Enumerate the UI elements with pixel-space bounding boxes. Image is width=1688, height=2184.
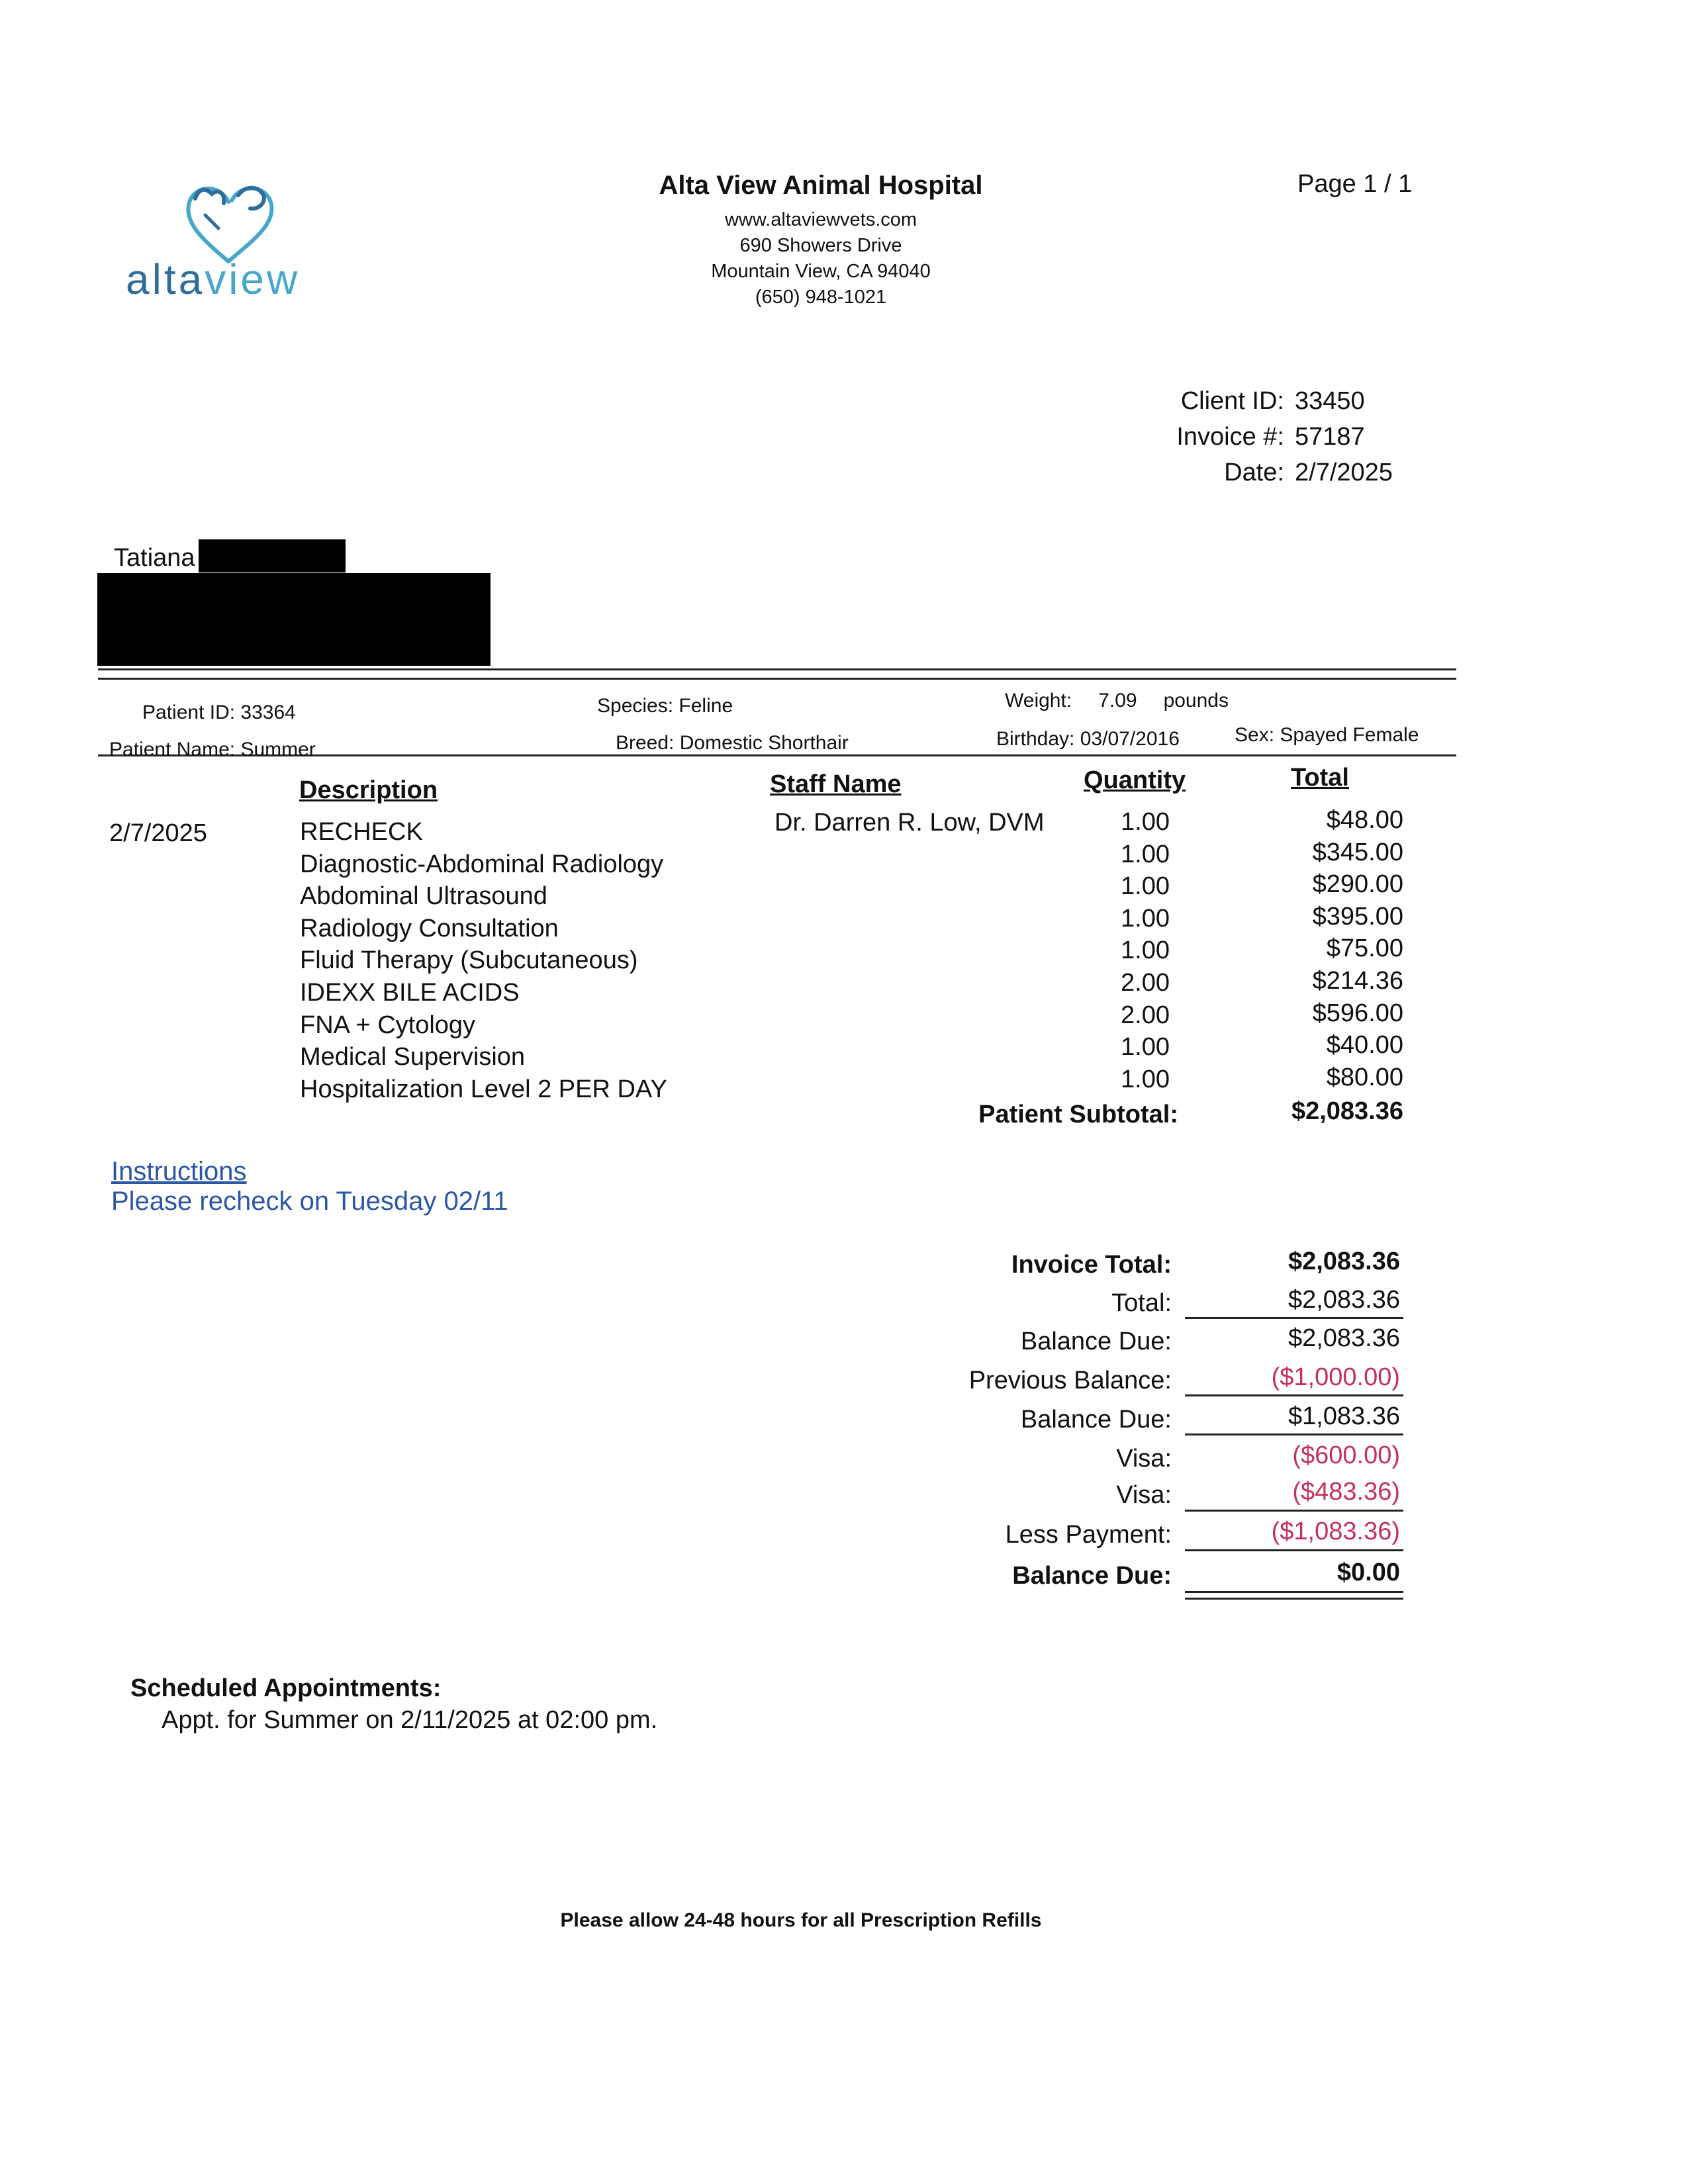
totals-label: Visa: [1116,1481,1172,1509]
item-total: $80.00 [1326,1063,1403,1091]
visit-date: 2/7/2025 [109,819,207,847]
item-description: Radiology Consultation [300,914,559,942]
item-description: RECHECK [300,818,423,846]
totals-label: Balance Due: [1020,1328,1172,1355]
item-description: Diagnostic-Abdominal Radiology [300,850,664,878]
item-descriptions [300,816,667,1105]
item-quantity: 1.00 [1121,1033,1170,1062]
totals-label: Invoice Total: [1011,1251,1172,1279]
hospital-address-2: Mountain View, CA 94040 [711,261,931,282]
patient-birthday [996,728,1180,751]
weight-unit: pounds [1163,690,1229,711]
totals-rule [1185,1549,1403,1551]
patient-id-label: Patient ID: [142,702,236,723]
totals-label: Previous Balance: [968,1367,1172,1394]
item-quantity: 2.00 [1121,968,1170,997]
totals-rule [1185,1394,1403,1396]
hospital-phone: (650) 948-1021 [755,287,887,308]
totals-label: Visa: [1116,1445,1172,1473]
hospital-header [596,171,1046,310]
item-description: Medical Supervision [300,1043,526,1071]
hospital-website[interactable]: www.altaviewvets.com [724,209,917,230]
column-header-description: Description [299,776,438,804]
totals-label: Less Payment: [1005,1521,1172,1549]
weight-label: Weight: [1005,690,1072,711]
patient-species [597,695,733,717]
redaction-bar [199,539,346,572]
totals-rule [1185,1510,1403,1512]
item-quantity: 1.00 [1121,936,1170,965]
totals-rule [1185,1317,1403,1319]
totals-label: Total: [1111,1289,1172,1317]
hospital-address-1: 690 Showers Drive [739,235,902,256]
breed-value: Domestic Shorthair [679,732,849,754]
item-quantity: 1.00 [1121,808,1170,836]
invoice-date-label: Date: [1224,459,1284,486]
patient-id-value: 33364 [240,702,296,723]
altaview-logo [119,169,344,308]
item-total: $345.00 [1312,838,1403,866]
totals-value: $0.00 [1336,1559,1400,1586]
column-header-staff: Staff Name [770,770,902,798]
patient-name-value: Summer [240,739,316,760]
patient-name [109,739,316,761]
totals-double-rule [1185,1598,1403,1600]
sex-value: Spayed Female [1280,724,1419,746]
item-description: Fluid Therapy (Subcutaneous) [300,946,638,975]
totals-value: $2,083.36 [1288,1248,1400,1275]
totals-rule [1185,1433,1403,1435]
item-total: $48.00 [1326,806,1403,834]
logo-word-alta: alta [126,255,205,303]
patient-top-rule-2 [98,678,1456,680]
patient-weight [1005,690,1229,712]
item-description: FNA + Cytology [300,1011,476,1039]
patient-subtotal-label: Patient Subtotal: [978,1101,1178,1128]
totals-label: Balance Due: [1012,1562,1172,1590]
totals-value: $2,083.36 [1288,1286,1400,1314]
client-id-label: Client ID: [1180,387,1284,415]
item-description: Abdominal Ultrasound [300,882,547,911]
item-quantity: 1.00 [1121,904,1170,933]
patient-breed [616,732,849,754]
item-total: $596.00 [1312,999,1403,1027]
logo-wordmark [126,255,300,304]
instructions-link[interactable]: Instructions [111,1157,247,1186]
redaction-block [97,573,491,666]
patient-id [142,702,296,724]
invoice-number-label: Invoice #: [1176,423,1284,451]
staff-name: Dr. Darren R. Low, DVM [774,809,1045,837]
totals-value: ($1,000.00) [1271,1363,1400,1391]
birthday-value: 03/07/2016 [1080,728,1180,750]
item-quantity: 1.00 [1121,840,1170,868]
item-quantity: 1.00 [1121,872,1170,901]
totals-value: ($600.00) [1292,1441,1400,1469]
owner-first-name: Tatiana [114,544,195,572]
invoice-date-value: 2/7/2025 [1295,459,1393,486]
item-totals [1258,804,1403,1093]
birthday-label: Birthday: [996,728,1075,750]
item-total: $290.00 [1312,870,1403,899]
species-label: Species: [597,695,674,717]
weight-value: 7.09 [1098,690,1137,711]
item-quantity: 1.00 [1121,1065,1170,1093]
item-quantity: 2.00 [1121,1001,1170,1029]
totals-value: ($483.36) [1292,1478,1400,1506]
column-header-total: Total [1291,764,1349,792]
column-header-quantity: Quantity [1084,766,1186,794]
patient-sex [1235,724,1419,747]
page-number: Page 1 / 1 [1297,170,1413,198]
item-description: IDEXX BILE ACIDS [300,978,520,1007]
client-info [1112,387,1417,494]
patient-top-rule [98,668,1456,670]
totals-label: Balance Due: [1020,1406,1172,1433]
item-total: $214.36 [1312,966,1403,995]
totals-value: $2,083.36 [1288,1324,1400,1352]
patient-subtotal-value: $2,083.36 [1291,1097,1403,1125]
item-quantities [1092,806,1198,1095]
totals-value: $1,083.36 [1288,1402,1400,1430]
item-description: Hospitalization Level 2 PER DAY [300,1075,667,1103]
pet-heart-icon [165,169,298,268]
species-value: Feline [679,695,733,717]
sex-label: Sex: [1235,724,1275,746]
footer-note: Please allow 24-48 hours for all Prescription Refills [560,1909,1042,1931]
breed-label: Breed: [616,732,675,754]
hospital-name: Alta View Animal Hospital [659,171,983,200]
item-total: $40.00 [1326,1031,1403,1060]
item-total: $395.00 [1312,902,1403,931]
patient-name-label: Patient Name: [109,739,236,760]
item-total: $75.00 [1326,934,1403,963]
logo-word-view: view [205,255,301,303]
appointment-line: Appt. for Summer on 2/11/2025 at 02:00 pm. [162,1706,658,1734]
invoice-number-value: 57187 [1295,423,1365,451]
appointments-heading: Scheduled Appointments: [130,1674,442,1702]
totals-double-rule [1185,1591,1403,1593]
client-id-value: 33450 [1295,387,1365,415]
instructions-text: Please recheck on Tuesday 02/11 [111,1187,508,1216]
totals-value: ($1,083.36) [1271,1518,1400,1545]
